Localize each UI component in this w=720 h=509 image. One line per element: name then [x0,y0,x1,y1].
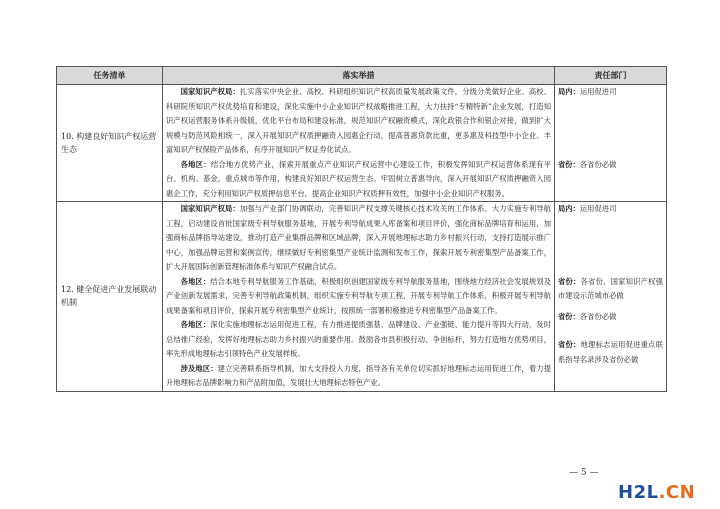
measures-cell [163,202,555,392]
task-table [56,66,667,392]
measure-lead: 各地区： [180,320,211,329]
logo-text-h2l: H2L [618,482,659,503]
dept-text: 各省份必做 [579,311,617,321]
task-cell: 12. 健全促进产业发展联动机制 [57,202,163,392]
dept-lead: 省份： [558,340,581,349]
logo-text-cn: .CN [658,482,696,503]
dept-entry [558,310,663,325]
dept-lead: 省份： [558,159,580,169]
measure-paragraph [166,85,551,158]
measure-lead: 各地区： [180,276,211,286]
dept-entry [558,275,663,304]
table-header-row [57,67,667,85]
measure-paragraph [166,158,551,202]
measure-lead: 国家知识产权局： [180,204,240,213]
dept-text: 各省份、国家知识产权强市建设示范城市必做 [558,276,663,300]
header-measures: 落实举措 [163,67,555,85]
dept-text: 地理标志运用促进重点联系指导名录涉及省份必做 [558,340,663,364]
table-row [57,85,667,202]
dept-lead: 省份： [558,276,581,286]
measure-paragraph [166,318,551,362]
measure-text: 加强与产业部门协调联动，完善知识产权支撑关键核心技术攻关的工作体系。大力实施专利导航工程，启动建设首批国家级专利导航服务基地，开展专利导航成果入库备案和项目评价，强化商标品牌培育和运用，加强商标品牌指导站建设，推动打造产业集群品牌和区域品牌，深入开展地理标志助力乡村振兴行动，支持打造展示推广中心，加强品牌运营和案例宣传，继续做好专利密集型产业统计监测和发布工作，探索开展专利密集型产品备案工作，扩大开展国际创新管理标准体系与知识产权融合试点。 [166,204,552,271]
site-logo [618,482,695,503]
dept-entry [558,202,663,217]
dept-text: 各省份必做 [579,159,617,169]
measure-text: 结合地方优势产业，探索开展重点产业知识产权运营中心建设工作，积极发挥知识产权运营体系现有平台、机构、基金，重点城市等作用，构建良好知识产权运营生态。牢固树立普惠导向，深入开展知识产权质押融资入园惠企工作，充分利用知识产权质押信息平台，提高企业知识产权质押有效性，加强中小企业知识产权服务。 [166,159,552,198]
dept-lead: 省份： [558,311,580,321]
header-dept: 责任部门 [555,67,667,85]
header-task: 任务清单 [57,67,163,85]
measure-text: 扎实落实中央企业、高校、科研组织知识产权高质量发展政策文件，分级分类做好企业、高校、科研院所知识产权优势培育和建设，深化实施中小企业知识产权战略推进工程，大力扶持“专精特新”企业发展，打造知识产权运营服务体系升级版，优化平台布局和建设标准，规范知识产权融资模式，深化政银合作和银企对接，做到扩大规模与防范风险相统一，深入开展知识产权质押融资入园惠企行动，提高普惠贷款比重，更多惠及科技型中小企业。丰富知识产权保险产品体系，有序开展知识产权证券化试点。 [166,87,552,154]
dept-text: 运用促进司 [579,87,617,96]
table-row [57,202,667,392]
dept-cell [555,85,667,202]
measure-text: 建立完善联系指导机制，加大支持投入力度，指导各有关单位切实抓好地理标志运用促进工作，着力提升地理标志品牌影响力和产品附加值，发展壮大地理标志特色产业。 [166,363,552,387]
page-number: — 5 — [569,468,599,478]
measures-cell [163,85,555,202]
dept-entry [558,85,663,100]
task-cell: 10. 构建良好知识产权运营生态 [57,85,163,202]
dept-lead: 局内： [558,87,580,96]
measure-lead: 国家知识产权局： [180,87,240,96]
measure-text: 深化实施地理标志运用促进工程，有力推进提质强基、品牌建设、产业强链、能力提升等四大行动，及时总结推广经验，发挥好地理标志助力乡村振兴的重要作用。鼓励各市县积极行动、争创标杆，努力打造地方优势项目，率先形成地理标志引领特色产业发展样板。 [166,320,552,358]
dept-entry [558,338,663,367]
measure-paragraph [166,362,551,391]
measure-text: 结合本地专利导航服务工作基础，积极组织创建国家级专利导航服务基地，围绕地方经济社会发展规划及产业创新发展需求，完善专利导航政策机制，组织实施专利导航专项工程，开展专利导航工作体系，积极开展专利导航成果备案和项目评价，探索开展专利密集型产业统计，按照统一部署积极推进专利密集型产品备案工作。 [166,276,552,315]
measure-lead: 涉及地区： [180,363,218,373]
dept-lead: 局内： [558,204,580,213]
measure-paragraph [166,275,551,319]
dept-cell [555,202,667,392]
measure-lead: 各地区： [180,159,211,169]
dept-text: 运用促进司 [579,204,617,213]
measure-paragraph [166,202,551,275]
dept-entry [558,158,663,173]
